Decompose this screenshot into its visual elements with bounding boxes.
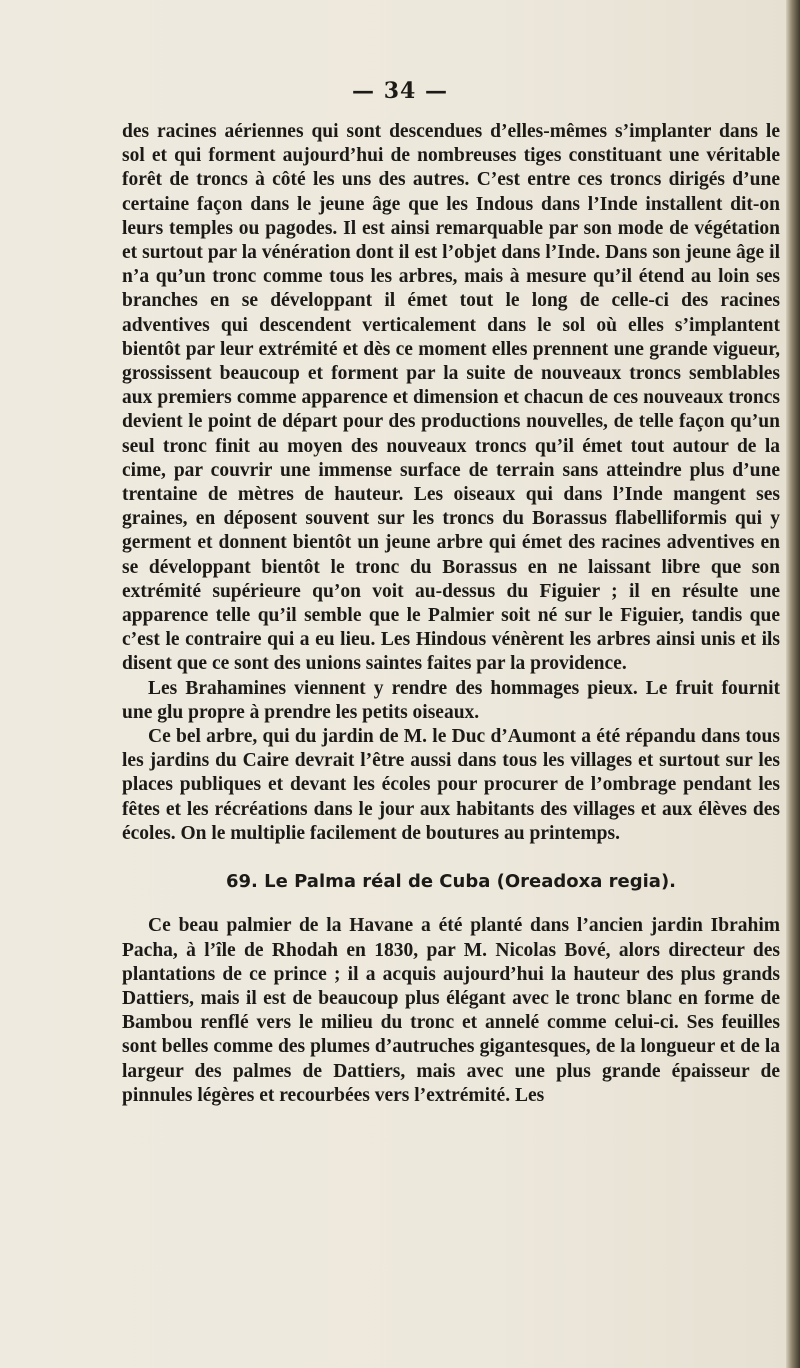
paragraph-banyan: des racines aériennes qui sont descendues d’elles-mêmes s’implanter dans le sol et qui forment aujourd’hui de nombreuses tiges constituant une véritable forêt de troncs à côté les uns des autres. C’est entre ces troncs dirigés d’une certaine façon dans le jeune âge que les Indous dans l’Inde installent dit-on leurs temples ou pagodes. Il est ainsi remarquable par son mode de végétation et surtout par la vénération dont il est l’objet dans l’Inde. Dans son jeune âge il n’a qu’un tronc comme tous les arbres, mais à mesure qu’il étend au loin ses branches en se développant il émet tout le long de celle-ci des racines adventives qui descendent verticalement dans le sol où elles s’implantent bientôt par leur extrémité et dès ce moment elles prennent une grande vigueur, grossissent beaucoup et forment par la suite de nouveaux troncs semblables aux premiers comme apparence et dimension et chacun de ces nouveaux troncs devient le point de départ pour des productions nouvelles, de telle façon qu’un seul tronc finit au moyen des nouveaux troncs qu’il émet tout autour de la cime, par couvrir une immense surface de terrain sans atteindre plus d’une trentaine de mètres de hauteur. Les oiseaux qui dans l’Inde mangent ses graines, en déposent souvent sur les troncs du Borassus flabelliformis qui y germent et donnent bientôt un jeune arbre qui émet des racines adventives en se développant bientôt le tronc du Borassus en ne laissant libre que son extrémité supérieure qu’on voit au-dessus du Figuier ; il en résulte une apparence telle qu’il semble que le Palmier soit né sur le Figuier, tandis que c’est le contraire qui a eu lieu. Les Hindous vénèrent les arbres ainsi unis et ils disent que ce sont des unions saintes faites par la providence.	[122, 121, 780, 675]
body-text	[122, 120, 780, 1108]
page-binding-edge	[786, 0, 800, 1368]
page-number: — 34 —	[352, 78, 448, 104]
paragraph-jardin: Ce bel arbre, qui du jardin de M. le Duc d’Aumont a été répandu dans tous les jardins du Caire devrait l’être aussi dans tous les villages et surtout sur les places publiques et devant les écoles pour procurer de l’ombrage pendant les fêtes et les récréations dans le jour aux habitants des villages et aux élèves des écoles. On le multiplie facilement de boutures au printemps.	[122, 726, 780, 844]
section-heading: 69. Le Palma réal de Cuba (Oreadoxa regia).	[225, 871, 677, 893]
paragraph-brahamines: Les Brahamines viennent y rendre des hommages pieux. Le fruit fournit une glu propre à prendre les petits oiseaux.	[122, 677, 780, 723]
paragraph-palmier: Ce beau palmier de la Havane a été planté dans l’ancien jardin Ibrahim Pacha, à l’île de Rhodah en 1830, par M. Nicolas Bové, alors directeur des plantations de ce prince ; il a acquis aujourd’hui la hauteur des plus grands Dattiers, mais il est de beaucoup plus élégant avec le tronc blanc en forme de Bambou renflé vers le milieu du tronc et annelé comme celui-ci. Ses feuilles sont belles comme des plumes d’autruches gigantesques, de la longueur et de la largeur des palmes de Dattiers, mais avec une plus grande épaisseur de pinnules légères et recourbées vers l’extrémité. Les	[122, 915, 780, 1106]
